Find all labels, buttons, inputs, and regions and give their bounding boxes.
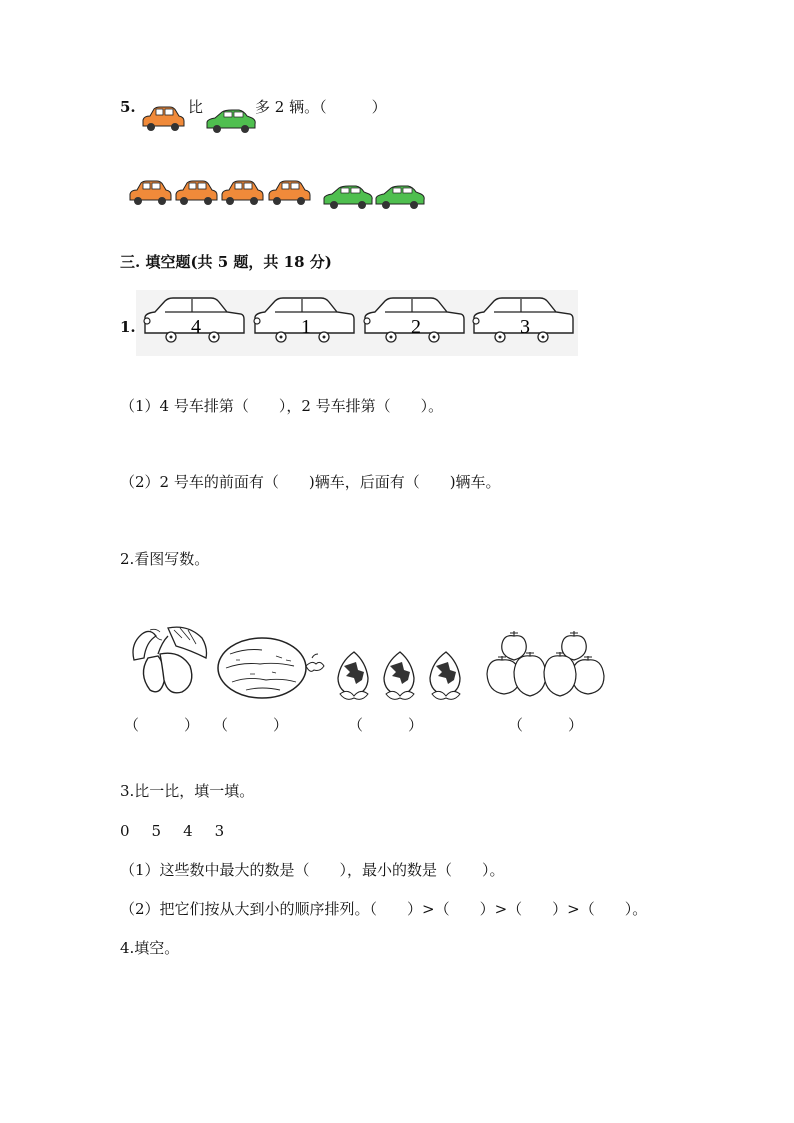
question-1-number: 1. [120,318,136,336]
car-number-label: 1 [301,316,311,338]
orange-car-icon [173,180,219,208]
number-item: 4 [183,822,193,840]
question-3-part-2: （2）把它们按从大到小的顺序排列。（ ）>（ ）>（ ）>（ ）。 [120,900,648,918]
car-outline-icon [141,297,245,345]
number-item: 0 [120,822,130,840]
question-1-part-1: （1）4 号车排第（ ），2 号车排第（ ）。 [120,397,444,415]
compare-word: 比 [188,98,204,116]
number-item: 5 [151,822,162,840]
car-outline-icon [470,297,574,345]
answer-blank-2[interactable]: （ ） [213,716,289,734]
question-3-part-1: （1）这些数中最大的数是（ ），最小的数是（ ）。 [120,861,505,879]
orange-car-icon [127,180,173,208]
green-car-icon [374,186,426,210]
question-2-title: 2.看图写数。 [120,550,210,568]
melon-icon [216,636,328,702]
question-1-part-2: （2）2 号车的前面有（ )辆车，后面有（ )辆车。 [120,473,501,491]
car-number-label: 2 [411,316,421,338]
section-heading: 三. 填空题(共 5 题，共 18 分) [120,253,332,271]
orange-car-icon [219,180,265,208]
question-5-number: 5. [120,98,136,116]
peach-icon [334,648,472,704]
answer-blank-3[interactable]: （ ） [348,716,424,734]
car-number-label: 4 [191,316,201,338]
question-3-title: 3.比一比，填一填。 [120,782,255,800]
number-item: 3 [214,822,225,840]
car-outline-icon [251,297,355,345]
orange-car-icon [266,180,312,208]
car-outline-icon [361,297,465,345]
orange-car-icon [140,106,186,134]
number-list [120,822,224,840]
car-number-label: 3 [520,316,530,338]
mango-icon [128,624,210,696]
answer-blank-4[interactable]: （ ） [508,716,584,734]
question-4-title: 4.填空。 [120,939,180,957]
green-car-icon [205,110,257,134]
apple-icon [484,630,608,702]
green-car-icon [322,186,374,210]
question-5-text: 多 2 辆。（ ） [255,98,387,116]
answer-blank-1[interactable]: （ ） [124,716,200,734]
